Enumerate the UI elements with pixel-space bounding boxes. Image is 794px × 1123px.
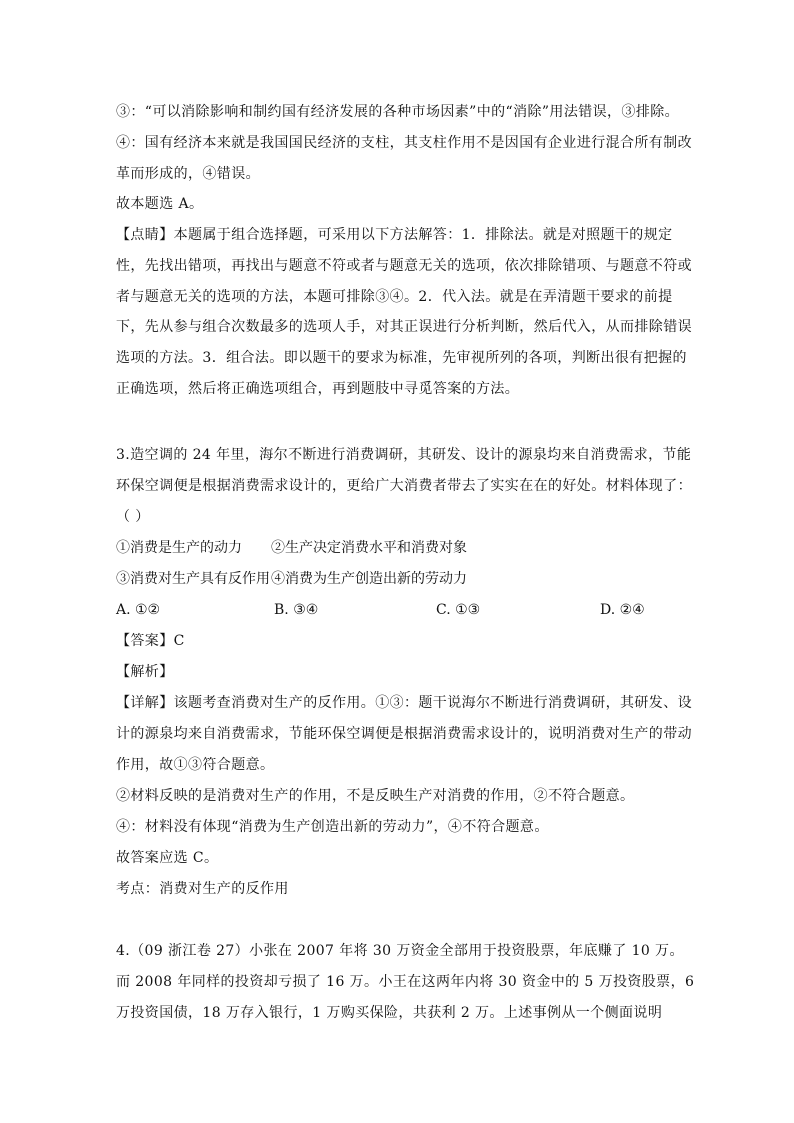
q3-statement-1: ①消费是生产的动力 xyxy=(116,540,242,556)
q2-line-4: ④：国有经济本来就是我国国民经济的支柱，其支柱作用不是因国有企业进行混合所有制改革而形成的，④错误。 xyxy=(116,135,692,182)
q3-note-4: ④：材料没有体现“消费为生产创造出新的劳动力”，④不符合题意。 xyxy=(116,819,549,835)
q3-stem: 3.造空调的 24 年里，海尔不断进行消费调研，其研发、设计的源泉均来自消费需求，节能环保空调便是根据消费需求设计的，更给广大消费者带去了实实在在的好处。材料体现了： xyxy=(116,447,692,494)
q3-statement-3: ③消费对生产具有反作用 xyxy=(116,571,270,587)
q4-stem: 4.（09 浙江卷 27）小张在 2007 年将 30 万资金全部用于投资股票，年底赚了 10 万。而 2008 年同样的投资却亏损了 16 万。小王在这两年内将 30 资金中的 5 万投资股票，6 万投资国债，18 万存入银行，1 万购买保险，共获利 2 万。上述事例从一个侧面说明 xyxy=(116,943,695,1021)
q3-kaodian: 考点：消费对生产的反作用 xyxy=(116,881,289,897)
q3-detail-paragraph: 【详解】该题考查消费对生产的反作用。①③：题干说海尔不断进行消费调研，其研发、设计的源泉均来自消费需求，节能环保空调便是根据消费需求设计的，说明消费对生产的带动作用，故①③符合题意。 xyxy=(116,695,692,773)
q3-statements-row-2 xyxy=(116,564,696,594)
q3-options-row xyxy=(116,595,696,625)
q3-paren: （ ） xyxy=(116,509,150,525)
q3-option-b: B. ③④ xyxy=(274,602,319,618)
q3-answer: 【答案】C xyxy=(116,633,185,649)
q3-statement-4: ④消费为生产创造出新的劳动力 xyxy=(271,571,467,587)
q2-tip-paragraph: 【点睛】本题属于组合选择题，可采用以下方法解答：1．排除法。就是对照题干的规定性，先找出错项，再找出与题意不符或者与题意无关的选项，依次排除错项、与题意不符或者与题意无关的选项的方法，本题可排除③④。2．代入法。就是在弄清题干要求的前提下，先从参与组合次数最多的选项人手，对其正误进行分析判断，然后代入，从而排除错误选项的方法。3．组合法。即以题干的要求为标准，先审视所列的各项，判断出很有把握的正确选项，然后将正确选项组合，再到题肢中寻觅答案的方法。 xyxy=(116,227,692,397)
q3-option-a: A. ①② xyxy=(116,602,161,618)
q2-line-3: ③：“可以消除影响和制约国有经济发展的各种市场因素”中的“消除”用法错误，③排除。 xyxy=(116,104,680,120)
q3-note-2: ②材料反映的是消费对生产的作用，不是反映生产对消费的作用，②不符合题意。 xyxy=(116,788,635,804)
q3-analysis-heading: 【解析】 xyxy=(116,664,174,680)
q3-statements-row-1 xyxy=(116,533,696,563)
q3-option-d: D. ②④ xyxy=(600,602,645,618)
q3-option-c: C. ①③ xyxy=(436,602,481,618)
q3-conclusion: 故答案应选 C。 xyxy=(116,850,219,866)
q3-statement-2: ②生产决定消费水平和消费对象 xyxy=(271,540,467,556)
q2-conclusion: 故本题选 A。 xyxy=(116,196,204,212)
